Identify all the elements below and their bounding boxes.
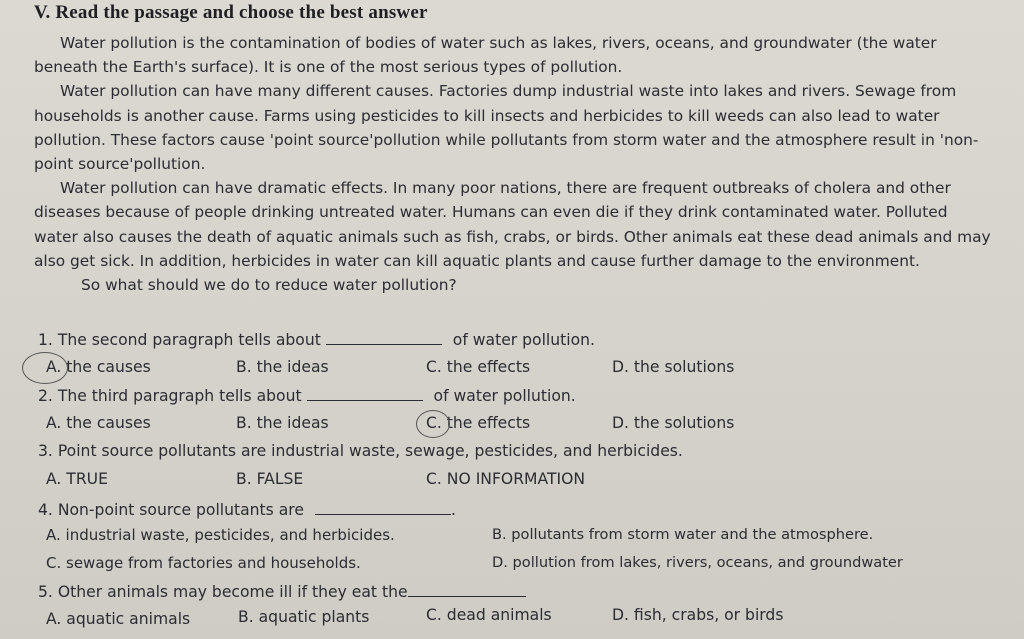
question-3-option-c[interactable]: C. NO INFORMATION [426, 470, 586, 488]
question-1-stem: 1. The second paragraph tells about [38, 331, 321, 349]
question-3 [38, 442, 683, 460]
question-1-blank [326, 330, 442, 345]
question-2-stem-end: of water pollution. [433, 387, 576, 405]
question-5-option-d[interactable]: D. fish, crabs, or birds [612, 606, 784, 624]
question-4-option-b[interactable]: B. pollutants from storm water and the atmosphere. [492, 526, 874, 543]
question-2-stem: 2. The third paragraph tells about [38, 387, 302, 405]
question-3-option-a[interactable]: A. TRUE [46, 470, 108, 488]
passage-paragraph-1: Water pollution is the contamination of bodies of water such as lakes, rivers, oceans, and groundwater (the water beneath the Earth's surface). It is one of the most serious types of pollution. [34, 34, 937, 77]
passage-paragraph-4: So what should we do to reduce water pollution? [81, 276, 457, 295]
question-1-option-d[interactable]: D. the solutions [612, 358, 735, 376]
question-2-option-c[interactable]: C. the effects [426, 414, 531, 432]
question-1-option-b[interactable]: B. the ideas [236, 358, 329, 376]
question-2-option-b[interactable]: B. the ideas [236, 414, 329, 432]
reading-passage [34, 31, 994, 297]
answer-circle-mark [22, 352, 68, 384]
question-3-option-b[interactable]: B. FALSE [236, 470, 304, 488]
question-4-option-c[interactable]: C. sewage from factories and households. [46, 554, 361, 572]
section-title: V. Read the passage and choose the best answer [34, 2, 428, 23]
question-2-option-a[interactable]: A. the causes [46, 414, 151, 432]
question-1-stem-end: of water pollution. [452, 331, 595, 349]
passage-paragraph-2: Water pollution can have many different causes. Factories dump industrial waste into lakes and rivers. Sewage from households is another cause. Farms using pesticides to kill insects and herbicides to kill weeds can also lead to water pollution. These factors cause 'point source'pollution while pollutants from storm water and the atmosphere result in 'non-point source'pollution. [34, 82, 979, 174]
question-2-option-d[interactable]: D. the solutions [612, 414, 735, 432]
passage-paragraph-3: Water pollution can have dramatic effects. In many poor nations, there are frequent outbreaks of cholera and other diseases because of people drinking untreated water. Humans can even die if they drink contaminated water. Polluted water also causes the death of aquatic animals such as fish, crabs, or birds. Other animals eat these dead animals and may also get sick. In addition, herbicides in water can kill aquatic plants and cause further damage to the environment. [34, 179, 991, 270]
answer-circle-mark [416, 410, 450, 438]
question-5-option-c[interactable]: C. dead animals [426, 606, 552, 624]
question-4-stem-end: . [450, 501, 456, 519]
question-4-stem: 4. Non-point source pollutants are [38, 501, 304, 519]
question-5-option-a[interactable]: A. aquatic animals [46, 610, 191, 628]
question-1 [38, 330, 595, 349]
question-1-option-c[interactable]: C. the effects [426, 358, 531, 376]
question-4-blank [315, 500, 451, 515]
question-5-blank [408, 582, 526, 597]
question-5-stem: 5. Other animals may become ill if they eat the [38, 583, 408, 601]
question-4 [38, 500, 456, 519]
question-1-option-a[interactable]: A. the causes [46, 358, 151, 376]
question-2-blank [307, 386, 423, 401]
question-5 [38, 582, 526, 601]
question-3-stem: 3. Point source pollutants are industrial waste, sewage, pesticides, and herbicides. [38, 442, 683, 460]
question-5-option-b[interactable]: B. aquatic plants [238, 608, 370, 626]
question-4-option-d[interactable]: D. pollution from lakes, rivers, oceans, and groundwater [492, 554, 903, 571]
question-2 [38, 386, 576, 405]
question-4-option-a[interactable]: A. industrial waste, pesticides, and herbicides. [46, 526, 395, 544]
